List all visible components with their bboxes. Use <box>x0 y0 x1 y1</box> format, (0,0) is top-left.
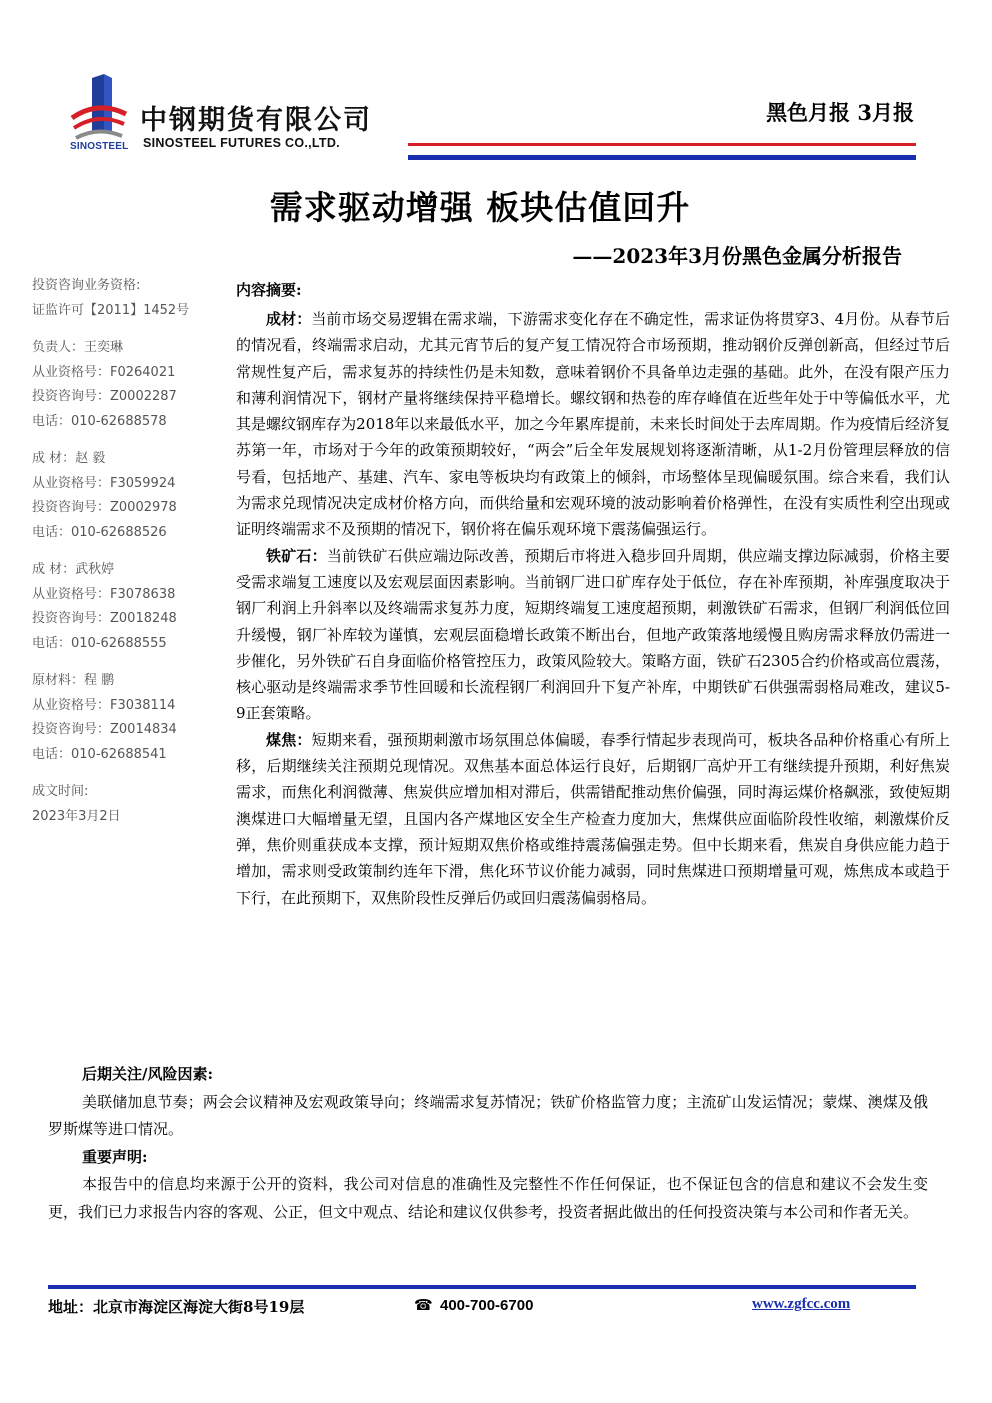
report-title-text: 需求驱动增强 板块估值回升 <box>269 188 691 227</box>
analyst-group <box>32 558 222 656</box>
analyst-consult: 投资咨询号：Z0014834 <box>32 722 177 737</box>
summary-paragraph-coal-coke <box>236 727 950 911</box>
summary-heading: 内容摘要: <box>236 281 302 299</box>
section-text: 短期来看，强预期刺激市场氛围总体偏暖，春季行情起步表现尚可，板块各品种价格重心有所上移，后期继续关注预期兑现情况。双焦基本面总体运行良好，后期钢厂高炉开工有继续提升预期，利好焦炭需求，而焦化利润微薄、焦炭供应增加相对滞后，供需错配推动焦价偏强，同时海运煤价格飙涨，致使短期澳煤进口大幅增量无望，且国内各产煤地区安全生产检查力度加大，焦煤供应面临阶段性收缩，刺激煤价反弹，焦价则重获成本支撑，预计短期双焦价格或维持震荡偏强走势。但中长期来看，焦炭自身供应能力趋于增加，需求则受政策制约连年下滑，焦化环节议价能力减弱，同时焦煤进口预期增量可观，炼焦成本或趋于下行，在此预期下，双焦阶段性反弹后仍或回归震荡偏弱格局。 <box>236 730 950 907</box>
section-label: 铁矿石： <box>266 546 327 565</box>
report-date: 2023年3月2日 <box>32 808 121 824</box>
analyst-group <box>32 669 222 767</box>
website-link[interactable]: www.zgfcc.com <box>752 1296 851 1312</box>
disclaimer-text: 本报告中的信息均来源于公开的资料，我公司对信息的准确性及完整性不作任何保证，也不保证包含的信息和建议不会发生变更，我们已力求报告内容的客观、公正，但文中观点、结论和建议仅供参考，投资者据此做出的任何投资决策与本公司和作者无关。 <box>48 1175 928 1221</box>
header-divider-blue <box>408 155 916 160</box>
report-title <box>0 182 992 229</box>
footer-divider <box>48 1285 916 1289</box>
analyst-phone: 电话：010-62688555 <box>32 635 167 651</box>
analyst-phone: 电话：010-62688541 <box>32 746 167 762</box>
analyst-name: 负责人：王奕琳 <box>32 340 124 355</box>
company-name-cn: 中钢期货有限公司 <box>140 105 372 136</box>
analyst-phone: 电话：010-62688526 <box>32 524 167 540</box>
analyst-name: 原材料：程 鹏 <box>32 673 115 688</box>
analyst-name: 成 材：赵 毅 <box>32 451 106 466</box>
header-divider-red <box>408 143 916 146</box>
risk-and-disclaimer <box>48 1061 928 1226</box>
phone-number: 400-700-6700 <box>440 1297 534 1314</box>
analyst-cert: 从业资格号：F3078638 <box>32 586 176 602</box>
analyst-group <box>32 447 222 545</box>
analyst-cert: 从业资格号：F3059924 <box>32 475 176 491</box>
disclaimer-heading: 重要声明: <box>82 1147 148 1166</box>
analyst-sidebar <box>32 274 222 829</box>
logo-wordmark: SINOSTEEL <box>70 141 129 152</box>
footer-address: 地址：北京市海淀区海淀大街8号19层 <box>48 1298 305 1316</box>
analyst-cert: 从业资格号：F0264021 <box>32 364 176 380</box>
summary-body <box>236 306 950 911</box>
qualification-label: 投资咨询业务资格: <box>32 278 141 293</box>
company-name-en: SINOSTEEL FUTURES CO.,LTD. <box>143 136 340 150</box>
analyst-phone: 电话：010-62688578 <box>32 413 167 429</box>
report-type: 黑色月报 3月报 <box>766 100 914 125</box>
report-subtitle: ——2023年3月份黑色金属分析报告 <box>572 244 902 268</box>
telephone-icon: ☎ <box>414 1296 433 1314</box>
risk-text: 美联储加息节奏；两会会议精神及宏观政策导向；终端需求复苏情况；铁矿价格监管力度；主流矿山发运情况；蒙煤、澳煤及俄罗斯煤等进口情况。 <box>48 1092 928 1138</box>
analyst-name: 成 材：武秋婷 <box>32 562 115 577</box>
analyst-cert: 从业资格号：F3038114 <box>32 697 176 713</box>
risk-heading: 后期关注/风险因素: <box>82 1065 214 1083</box>
summary-paragraph-iron-ore <box>236 543 950 727</box>
date-label: 成文时间: <box>32 784 89 799</box>
analyst-consult: 投资咨询号：Z0002287 <box>32 389 177 404</box>
analyst-consult: 投资咨询号：Z0002978 <box>32 500 177 515</box>
section-text: 当前铁矿石供应端边际改善，预期后市将进入稳步回升周期，供应端支撑边际减弱，价格主要受需求端复工速度以及宏观层面因素影响。当前钢厂进口矿库存处于低位，存在补库预期，补库强度取决于钢厂利润上升斜率以及终端需求复苏力度，短期终端复工速度超预期，刺激铁矿石需求，但钢厂利润低位回升缓慢，钢厂补库较为谨慎，宏观层面稳增长政策不断出台，但地产政策落地缓慢且购房需求释放仍需进一步催化，另外铁矿石自身面临价格管控压力，政策风险较大。策略方面，铁矿石2305合约价格或高位震荡，核心驱动是终端需求季节性回暖和长流程钢厂利润回升下复产补库，中期铁矿石供强需弱格局难改，建议5-9正套策略。 <box>236 546 950 723</box>
license-number: 证监许可【2011】1452号 <box>32 302 190 318</box>
analyst-consult: 投资咨询号：Z0018248 <box>32 611 177 626</box>
section-text: 当前市场交易逻辑在需求端，下游需求变化存在不确定性，需求证伪将贯穿3、4月份。从春节后的情况看，终端需求启动，尤其元宵节后的复产复工情况符合市场预期，推动钢价反弹创新高，但经过节后常规性复产后，需求复苏的持续性仍是未知数，意味着钢价不具备单边走强的基础。此外，在没有限产压力和薄利润情况下，钢材产量将继续保持平稳增长。螺纹钢和热卷的库存峰值在近些年处于中等偏低水平，尤其是螺纹钢库存为2018年以来最低水平，加之今年累库提前，未来长时间处于去库周期。作为疫情后经济复苏第一年，市场对于今年的政策预期较好，“两会”后全年发展规划将逐渐清晰，从1-2月份管理层释放的信号看，包括地产、基建、汽车、家电等板块均有政策上的倾斜，市场整体呈现偏暖氛围。综合来看，我们认为需求兑现情况决定成材价格方向，而供给量和宏观环境的波动影响着价格弹性，在没有实质性利空出现或证明终端需求不及预期的情况下，钢价将在偏乐观环境下震荡偏强运行。 <box>236 310 950 539</box>
analyst-group <box>32 336 222 434</box>
footer-phone <box>414 1296 533 1314</box>
sinosteel-logo-icon <box>68 74 130 146</box>
section-label: 煤焦： <box>266 730 312 749</box>
section-label: 成材： <box>266 310 312 328</box>
summary-paragraph-steel <box>236 306 950 543</box>
